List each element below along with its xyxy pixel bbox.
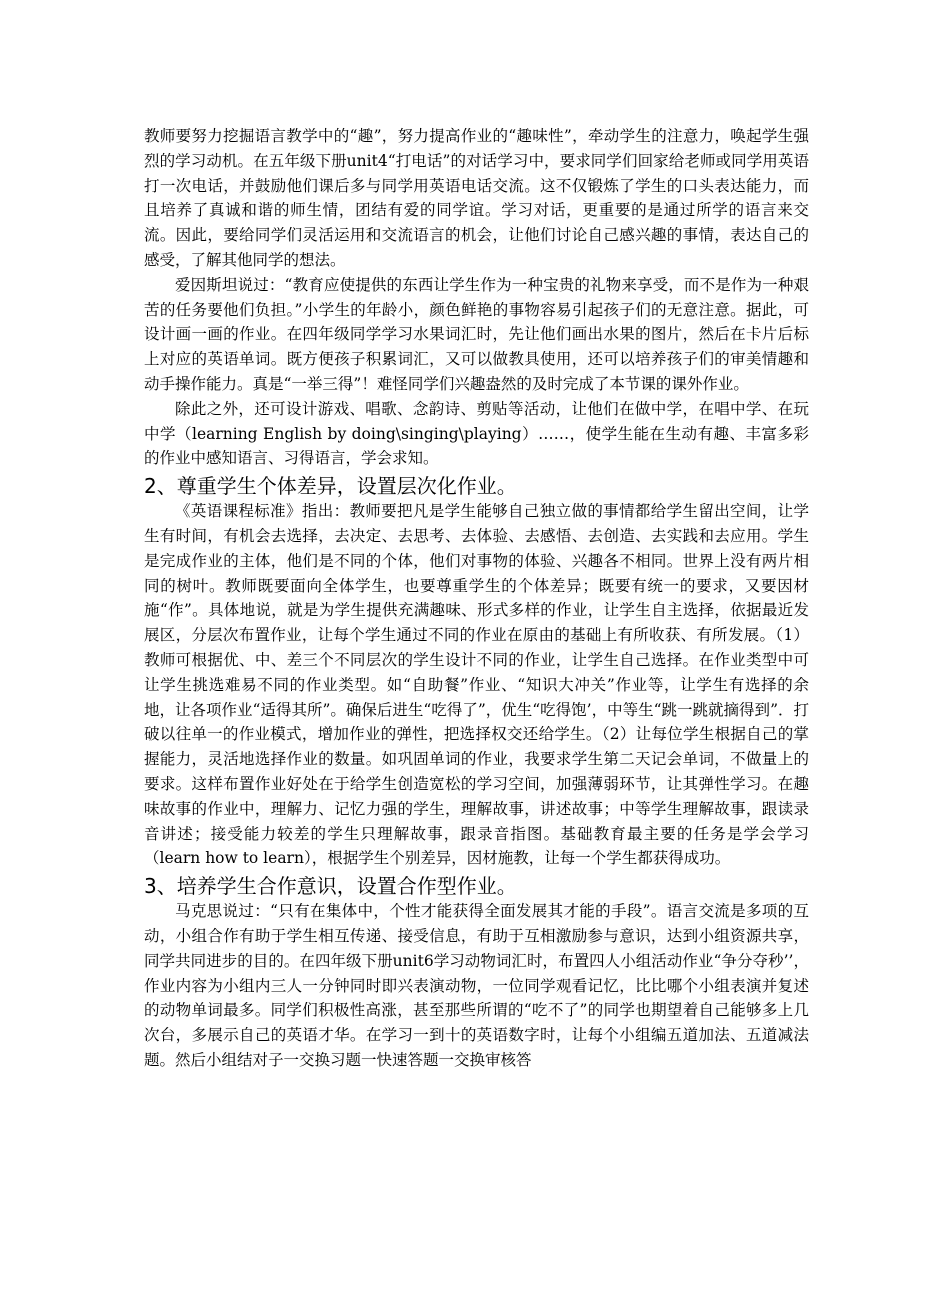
paragraph-einstein-quote: 爱因斯坦说过：“教育应使提供的东西让学生作为一种宝贵的礼物来享受，而不是作为一种艰苦的任务要他们负担。”小学生的年龄小，颜色鲜艳的事物容易引起孩子们的无意注意。据此，可设计画一画的作业。在四年级同学学习水果词汇时，先让他们画出水果的图片，然后在卡片后标上对应的英语单词。既方便孩子积累词汇，又可以做教具使用，还可以培养孩子们的审美情趣和动手操作能力。真是“一举三得”！难怪同学们兴趣盎然的及时完成了本节课的课外作业。	[144, 275, 809, 393]
paragraph-cooperative-homework: 马克思说过：“只有在集体中，个性才能获得全面发展其才能的手段”。语言交流是多项的互动，小组合作有助于学生相互传递、接受信息，有助于互相激励参与意识，达到小组资源共享，同学共同进步的目的。在四年级下册unit6学习动物词汇时，布置四人小组活动作业“争分夺秒’’，作业内容为小组内三人一分钟同时即兴表演动物，一位同学观看记忆，比比哪个小组表演并复述的动物单词最多。同学们积极性高涨，甚至那些所谓的“吃不了”的同学也期望着自己能够多上几次台，多展示自己的英语才华。在学习一到十的英语数字时，让每个小组编五道加法、五道减法题。然后小组结对子一交换习题一快速答题一交换审核答	[144, 902, 809, 1069]
paragraph-interest-homework: 教师要努力挖掘语言教学中的“趣”，努力提高作业的“趣味性”，牵动学生的注意力，唤起学生强烈的学习动机。在五年级下册unit4“打电话”的对话学习中，要求同学们回家给老师或同学用英语打一次电话，并鼓励他们课后多与同学用英语电话交流。这不仅锻炼了学生的口头表达能力，而且培养了真诚和谐的师生情，团结有爱的同学谊。学习对话，更重要的是通过所学的语言来交流。因此，要给同学们灵活运用和交流语言的机会，让他们讨论自己感兴趣的事情，表达自己的感受，了解其他同学的想法。	[144, 127, 809, 269]
document-body	[144, 124, 809, 1073]
paragraph-layered-homework: 《英语课程标准》指出：教师要把凡是学生能够自己独立做的事情都给学生留出空间，让学生有时间，有机会去选择，去决定、去思考、去体验、去感悟、去创造、去实践和去应用。学生是完成作业的主体，他们是不同的个体，他们对事物的体验、兴趣各不相同。世界上没有两片相同的树叶。教师既要面向全体学生，也要尊重学生的个体差异；既要有统一的要求，又要因材施“作”。具体地说，就是为学生提供充满趣味、形式多样的作业，让学生自主选择，依据最近发展区，分层次布置作业，让每个学生通过不同的作业在原由的基础上有所收获、有所发展。（1）教师可根据优、中、差三个不同层次的学生设计不同的作业，让学生自己选择。在作业类型中可让学生挑选难易不同的作业类型。如“自助餐”作业、“知识大冲关”作业等，让学生有选择的余地，让各项作业“适得其所”。确保后进生“吃得了”，优生“吃得饱’，中等生“跳一跳就摘得到”．打破以往单一的作业模式，增加作业的弹性，把选择权交还给学生。（2）让每位学生根据自己的掌握能力，灵活地选择作业的数量。如巩固单词的作业，我要求学生第二天记会单词，不做量上的要求。这样布置作业好处在于给学生创造宽松的学习空间，加强薄弱环节，让其弹性学习。在趣味故事的作业中，理解力、记忆力强的学生，理解故事，讲述故事；中等学生理解故事，跟读录音讲述；接受能力较差的学生只理解故事，跟录音指图。基础教育最主要的任务是学会学习（learn how to learn），根据学生个别差异，因材施教，让每一个学生都获得成功。	[144, 502, 809, 868]
section-heading-3: 3、培养学生合作意识，设置合作型作业。	[144, 874, 517, 899]
paragraph-activities: 除此之外，还可设计游戏、唱歌、念韵诗、剪贴等活动，让他们在做中学，在唱中学、在玩中学（learning English by doing\singing\playing）……，使学生能在生动有趣、丰富多彩的作业中感知语言、习得语言，学会求知。	[144, 399, 809, 468]
section-heading-2: 2、尊重学生个体差异，设置层次化作业。	[144, 474, 517, 499]
